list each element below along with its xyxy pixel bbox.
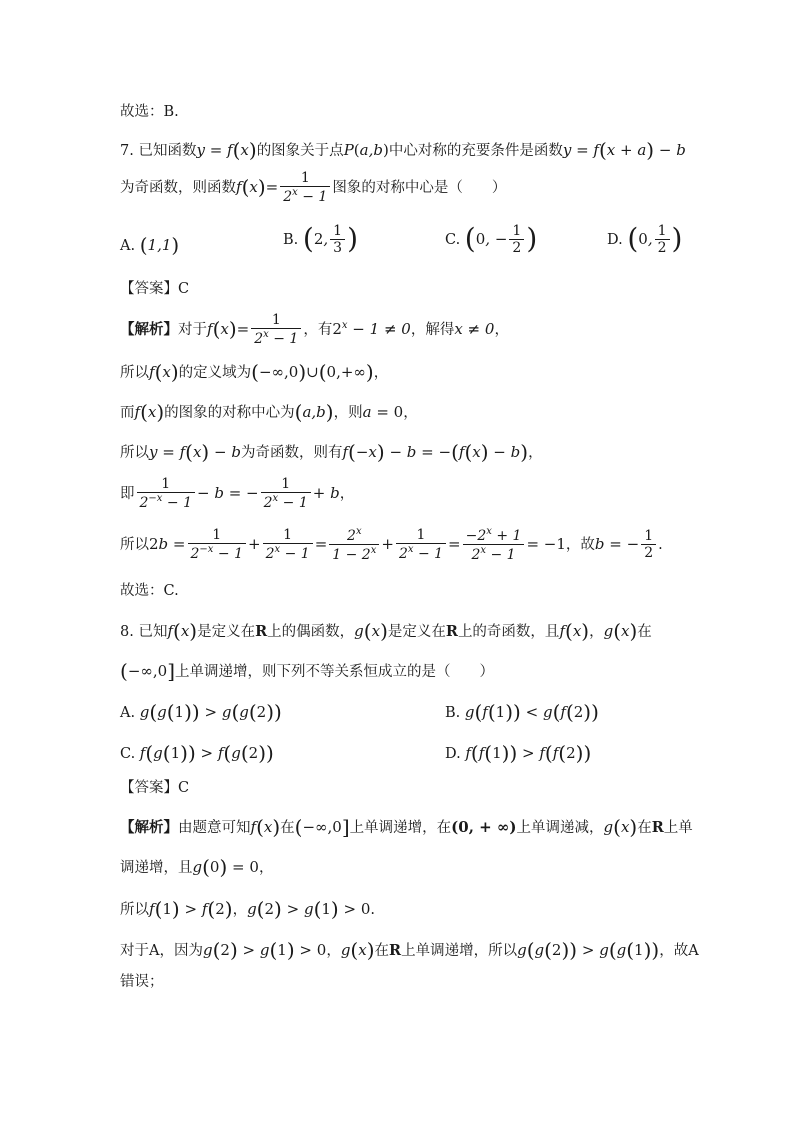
q8-option-c[interactable]: C. f(g(1)) > f(g(2)) (120, 741, 274, 765)
q8-option-a[interactable]: A. g(g(1)) > g(g(2)) (120, 700, 282, 724)
prev-conclusion: 故选：B. (120, 104, 179, 120)
q7-analysis-line1: 【解析】对于f(x)= $\frac{1}{2^x - 1}$ ，有$2^x - 1 \ne 0$，解得x ≠ 0， (120, 312, 509, 348)
q7-option-c[interactable]: C. (0, − $\frac{1}{2}$ ) (445, 222, 538, 257)
q7-option-b[interactable]: B. (2, $\frac{1}{3}$ ) (283, 222, 358, 257)
q8-analysis-line3: 所以f(1) > f(2)，g(2) > g(1) > 0. (120, 897, 375, 921)
q7-stem-line2: 为奇函数，则函数f(x)= $\frac{1}{2^x - 1}$ 图象的对称中心是（ ） (120, 170, 507, 206)
q7-analysis-line3: 而f(x)的图象的对称中心为(a,b)，则a = 0， (120, 400, 418, 424)
q8-answer: 【答案】C (120, 780, 190, 796)
q8-analysis-line5: 错误； (120, 974, 164, 990)
q7-answer: 【答案】C (120, 281, 190, 297)
q7-stem-line1: 7. 已知函数y = f(x)的图象关于点P(a,b)中心对称的充要条件是函数y = f(x + a) − b (120, 138, 686, 162)
q7-analysis-line2: 所以f(x)的定义域为(−∞,0)∪(0,+∞)， (120, 360, 389, 384)
q7-analysis-line6: 所以2b = $\frac{1}{2^{-x} - 1}$ + $\frac{1}{2^x - 1}$ = $\frac{2^x}{1 - 2^x}$ + $\frac{1}{2^x - 1}$ = $\frac{-2^x + 1}{2^x - 1}$ = −1，故b = − $\frac{1}{2}$ . (120, 526, 663, 564)
q7-option-d[interactable]: D. (0, $\frac{1}{2}$ ) (607, 222, 683, 257)
q8-option-b[interactable]: B. g(f(1)) < g(f(2)) (445, 700, 599, 724)
q8-analysis-line2: 调递增，且g(0) = 0， (120, 855, 274, 879)
q8-stem-line1: 8. 已知f(x)是定义在R上的偶函数，g(x)是定义在R上的奇函数，且f(x)，g(x)在 (120, 619, 652, 643)
q7-analysis-line5: 即 $\frac{1}{2^{-x} - 1}$ − b = − $\frac{1}{2^x - 1}$ + b， (120, 476, 355, 512)
q7-analysis-line4: 所以y = f(x) − b为奇函数，则有f(−x) − b = −(f(x) − b)， (120, 440, 543, 464)
q8-analysis-line4: 对于A，因为g(2) > g(1) > 0，g(x)在R上单调递增，所以g(g(2)) > g(g(1))，故A (120, 938, 699, 962)
q8-option-d[interactable]: D. f(f(1)) > f(f(2)) (445, 741, 592, 765)
q7-conclusion: 故选：C. (120, 583, 179, 599)
q8-stem-line2: (−∞,0]上单调递增，则下列不等关系恒成立的是（ ） (120, 659, 494, 683)
q8-analysis-line1: 【解析】由题意可知f(x)在(−∞,0]上单调递增，在(0, + ∞)上单调递减，g(x)在R上单 (120, 815, 693, 839)
q7-option-a[interactable]: A. (1,1) (120, 233, 180, 257)
